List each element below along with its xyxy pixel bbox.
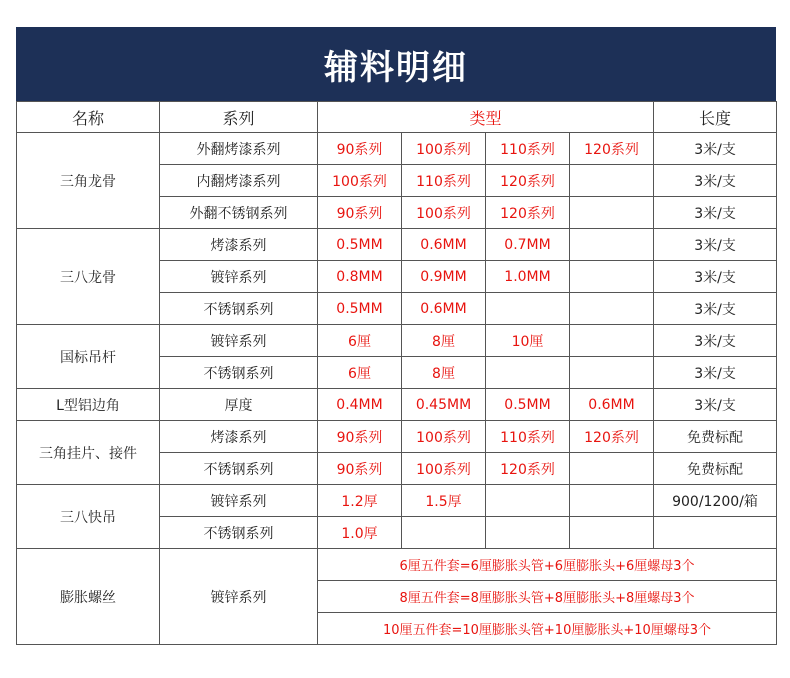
type-cell [570, 325, 654, 357]
materials-table [16, 101, 777, 645]
type-cell [486, 293, 570, 325]
type-cell: 0.6MM [570, 389, 654, 421]
item-name: 三八快吊 [17, 485, 160, 549]
type-cell [570, 453, 654, 485]
type-cell: 0.45MM [402, 389, 486, 421]
table-row [17, 229, 777, 261]
type-cell: 0.7MM [486, 229, 570, 261]
length-cell: 3米/支 [654, 165, 777, 197]
type-cell: 120系列 [570, 133, 654, 165]
length-cell [654, 517, 777, 549]
type-cell: 0.5MM [318, 229, 402, 261]
type-cell: 120系列 [486, 165, 570, 197]
type-cell: 110系列 [402, 165, 486, 197]
item-name: 三角龙骨 [17, 133, 160, 229]
page-title: 辅料明细 [324, 47, 468, 88]
item-name: 三八龙骨 [17, 229, 160, 325]
type-cell: 110系列 [486, 133, 570, 165]
type-cell [570, 229, 654, 261]
type-cell: 120系列 [486, 453, 570, 485]
type-cell: 0.8MM [318, 261, 402, 293]
series-cell: 镀锌系列 [160, 261, 318, 293]
table-row [17, 389, 777, 421]
series-cell: 不锈钢系列 [160, 517, 318, 549]
type-cell [570, 197, 654, 229]
type-cell: 90系列 [318, 197, 402, 229]
type-cell: 90系列 [318, 421, 402, 453]
header-name: 名称 [17, 102, 160, 133]
type-cell: 0.5MM [486, 389, 570, 421]
type-cell [570, 261, 654, 293]
type-cell: 90系列 [318, 453, 402, 485]
series-cell: 外翻烤漆系列 [160, 133, 318, 165]
type-cell [570, 293, 654, 325]
series-cell: 烤漆系列 [160, 421, 318, 453]
type-cell: 1.5厚 [402, 485, 486, 517]
type-cell: 1.0MM [486, 261, 570, 293]
type-cell [570, 485, 654, 517]
type-cell [486, 357, 570, 389]
type-cell: 10厘 [486, 325, 570, 357]
type-cell: 8厘 [402, 325, 486, 357]
type-cell [486, 517, 570, 549]
series-cell: 不锈钢系列 [160, 453, 318, 485]
series-cell: 不锈钢系列 [160, 293, 318, 325]
length-cell: 免费标配 [654, 421, 777, 453]
length-cell: 3米/支 [654, 389, 777, 421]
series-cell: 厚度 [160, 389, 318, 421]
series-cell: 镀锌系列 [160, 485, 318, 517]
length-cell: 免费标配 [654, 453, 777, 485]
length-cell: 3米/支 [654, 293, 777, 325]
type-cell: 90系列 [318, 133, 402, 165]
type-cell: 0.9MM [402, 261, 486, 293]
item-name: L型铝边角 [17, 389, 160, 421]
type-cell: 6厘 [318, 325, 402, 357]
type-cell: 0.6MM [402, 229, 486, 261]
table-row [17, 133, 777, 165]
type-cell: 120系列 [486, 197, 570, 229]
type-cell: 1.0厚 [318, 517, 402, 549]
table-row [17, 325, 777, 357]
type-cell [486, 485, 570, 517]
type-cell: 0.5MM [318, 293, 402, 325]
series-cell: 内翻烤漆系列 [160, 165, 318, 197]
series-cell: 烤漆系列 [160, 229, 318, 261]
expansion-kit-line: 6厘五件套=6厘膨胀头管+6厘膨胀头+6厘螺母3个 [318, 549, 777, 581]
length-cell: 900/1200/箱 [654, 485, 777, 517]
header-type: 类型 [318, 102, 654, 133]
length-cell: 3米/支 [654, 197, 777, 229]
length-cell: 3米/支 [654, 261, 777, 293]
type-cell: 8厘 [402, 357, 486, 389]
type-cell: 0.4MM [318, 389, 402, 421]
item-name: 国标吊杆 [17, 325, 160, 389]
expansion-kit-line: 10厘五件套=10厘膨胀头管+10厘膨胀头+10厘螺母3个 [318, 613, 777, 645]
type-cell [570, 357, 654, 389]
header-row [17, 102, 777, 133]
series-cell: 镀锌系列 [160, 325, 318, 357]
header-length: 长度 [654, 102, 777, 133]
type-cell [570, 517, 654, 549]
series-cell: 外翻不锈钢系列 [160, 197, 318, 229]
header-series: 系列 [160, 102, 318, 133]
table-row [17, 549, 777, 581]
type-cell: 100系列 [402, 453, 486, 485]
expansion-kit-line: 8厘五件套=8厘膨胀头管+8厘膨胀头+8厘螺母3个 [318, 581, 777, 613]
type-cell: 1.2厚 [318, 485, 402, 517]
item-name: 三角挂片、接件 [17, 421, 160, 485]
item-name: 膨胀螺丝 [17, 549, 160, 645]
type-cell: 100系列 [318, 165, 402, 197]
type-cell: 0.6MM [402, 293, 486, 325]
type-cell [570, 165, 654, 197]
length-cell: 3米/支 [654, 229, 777, 261]
length-cell: 3米/支 [654, 357, 777, 389]
length-cell: 3米/支 [654, 133, 777, 165]
type-cell: 120系列 [570, 421, 654, 453]
type-cell: 100系列 [402, 133, 486, 165]
type-cell: 100系列 [402, 197, 486, 229]
length-cell: 3米/支 [654, 325, 777, 357]
type-cell: 100系列 [402, 421, 486, 453]
series-cell: 不锈钢系列 [160, 357, 318, 389]
type-cell [402, 517, 486, 549]
type-cell: 110系列 [486, 421, 570, 453]
title-banner [16, 27, 776, 101]
type-cell: 6厘 [318, 357, 402, 389]
table-row [17, 421, 777, 453]
table-row [17, 485, 777, 517]
series-cell: 镀锌系列 [160, 549, 318, 645]
